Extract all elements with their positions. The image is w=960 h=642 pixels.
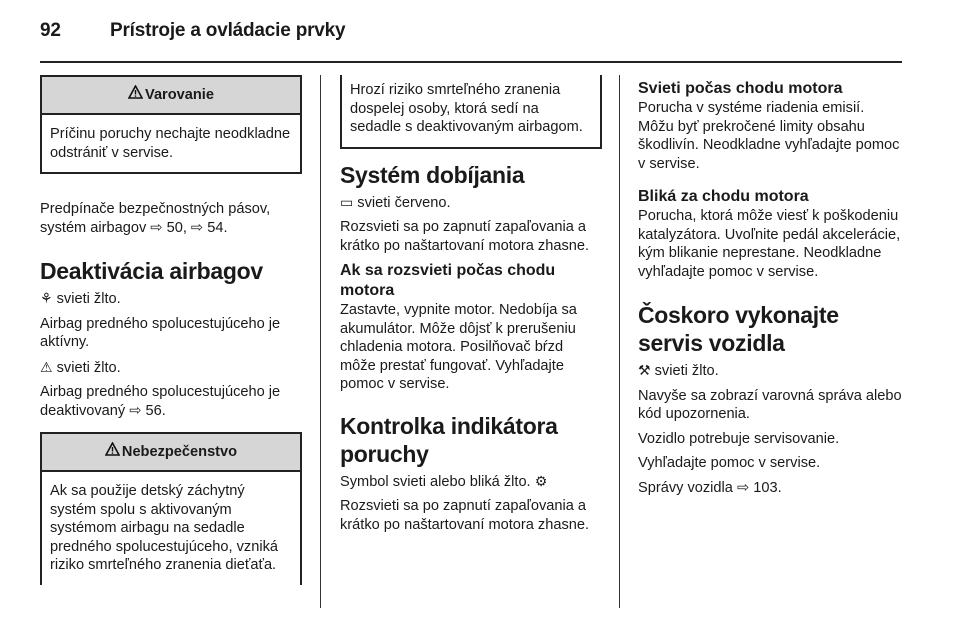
service-text-4: Správy vozidla ⇨ 103. xyxy=(638,479,782,496)
charging-title: Systém dobíjania xyxy=(340,161,525,188)
warning-box-header xyxy=(42,77,300,115)
danger-box-title: Nebezpečenstvo xyxy=(121,444,238,460)
service-wrench-icon: ⚒ xyxy=(638,362,651,378)
warning-triangle-icon xyxy=(105,434,120,470)
charging-text: Rozsvieti sa po zapnutí zapaľovania a krátko po naštartovaní motora zhasne. xyxy=(340,219,590,254)
warning-box-title: Varovanie xyxy=(145,87,214,103)
column-divider xyxy=(320,75,321,608)
seatbelt-text: Predpínače bezpečnostných pásov, systém airbagov ⇨ 50, ⇨ 54. xyxy=(40,201,271,236)
deactivation-title: Deaktivácia airbagov xyxy=(40,258,263,284)
service-text-2: Vozidlo potrebuje servisovanie. xyxy=(638,430,840,447)
section-blinking-text: Porucha, ktorá môže viesť k poškodeniu katalyzátora. Uvoľnite pedál akcelerácie, kým blikanie neprestane. Neodkladne vyhľadajte pomoc v servise. xyxy=(638,208,901,280)
danger-box-continued-text: Hrozí riziko smrteľného zranenia dospelej osoby, ktorá sedí na sedadle s deaktivovaným airbagom. xyxy=(350,82,583,135)
service-text-3: Vyhľadajte pomoc v servise. xyxy=(638,455,821,471)
warning-box xyxy=(40,75,302,174)
page-number: 92 xyxy=(40,20,61,41)
danger-box xyxy=(40,432,302,585)
column-2 xyxy=(340,75,602,540)
danger-box-header xyxy=(42,434,300,472)
engine-running-title: Ak sa rozsvieti počas chodu motora xyxy=(340,262,556,299)
danger-box-continued xyxy=(340,75,602,149)
mil-line: Symbol svieti alebo bliká žlto. ⚙ xyxy=(340,472,548,490)
airbag-off-text: Airbag predného spolucestujúceho je deaktivovaný ⇨ 56. xyxy=(40,384,281,419)
airbag-on-line: ⚘ svieti žlto. xyxy=(40,290,121,307)
warning-box-text: Príčinu poruchy nechajte neodkladne odstrániť v servise. xyxy=(50,126,291,161)
warning-triangle-icon xyxy=(128,77,143,113)
header-rule xyxy=(40,61,902,63)
charging-line: ▭ svieti červeno. xyxy=(340,193,451,211)
mil-text: Rozsvieti sa po zapnutí zapaľovania a krátko po naštartovaní motora zhasne. xyxy=(340,498,590,533)
column-1 xyxy=(40,75,302,585)
page-title: Prístroje a ovládacie prvky xyxy=(110,20,346,41)
airbag-off-icon: ⚠ xyxy=(40,358,53,375)
airbag-off-line: ⚠ svieti žlto. xyxy=(40,358,121,376)
section-running-text: Porucha v systéme riadenia emisií. Môžu byť prekročené limity obsahu škodlivín. Neodkladne vyhľadajte pomoc v servise. xyxy=(638,100,900,172)
battery-icon: ▭ xyxy=(340,193,354,210)
airbag-on-text: Airbag predného spolucestujúceho je aktívny. xyxy=(40,315,281,350)
engine-running-text: Zastavte, vypnite motor. Nedobíja sa akumulátor. Môže dôjsť k prerušeniu chladenia motora. Posilňovač bŕzd môže prestať fungovať. Vyhľadajte pomoc v servise. xyxy=(340,302,577,392)
section-running-title: Svieti počas chodu motora xyxy=(638,80,843,97)
page-header xyxy=(40,20,902,42)
column-3 xyxy=(638,75,903,503)
airbag-on-icon: ⚘ xyxy=(40,290,53,306)
engine-icon: ⚙ xyxy=(534,472,548,489)
service-text-1: Navyše sa zobrazí varovná správa alebo kód upozornenia. xyxy=(638,387,902,422)
service-title: Čoskoro vykonajte servis vozidla xyxy=(638,302,839,356)
section-blinking-title: Bliká za chodu motora xyxy=(638,188,809,205)
service-line: ⚒ svieti žlto. xyxy=(638,362,719,379)
mil-title: Kontrolka indikátora poruchy xyxy=(340,412,558,467)
danger-box-text: Ak sa použije detský záchytný systém spolu s aktivovaným systémom airbagu na sedadle predného spolucestujúceho, vzniká riziko smrteľného zranenia dieťaťa. xyxy=(50,483,278,573)
column-divider xyxy=(619,75,620,608)
